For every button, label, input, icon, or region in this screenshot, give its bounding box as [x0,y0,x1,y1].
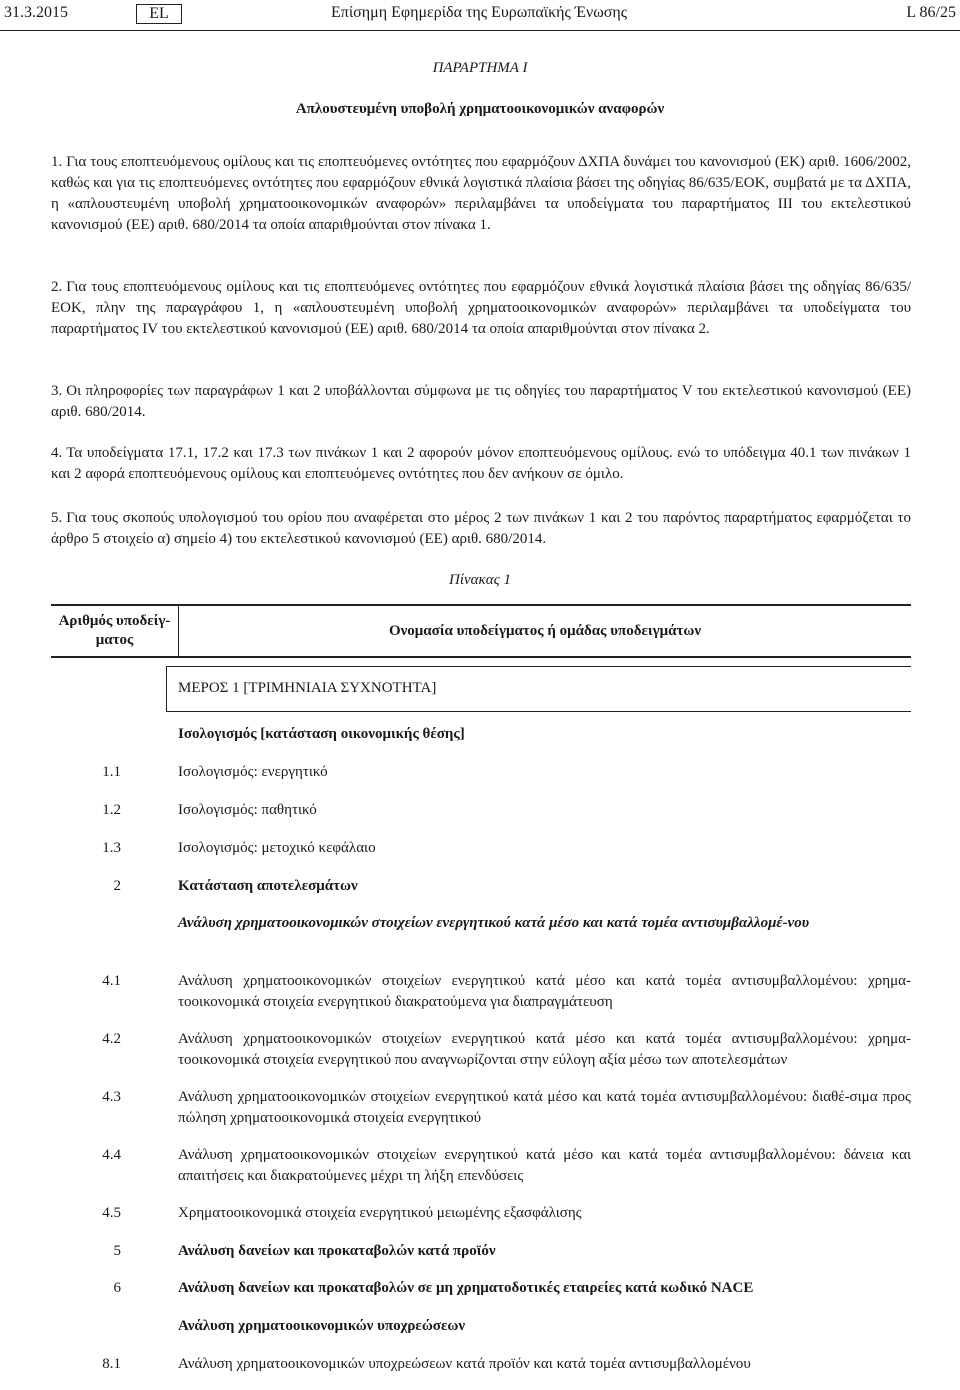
row-code: 8.1 [102,1356,121,1372]
row-code: 4.4 [102,1147,121,1163]
paragraph-1: 1. Για τους εποπτευόμενους ομίλους και τις εποπτευόμενες οντότητες που εφαρμόζουν ΔΧΠΑ δυνάμει του κανονισμού (ΕΚ) αριθ. 1606/2002, καθώς και για τις εποπτευόμενες οντότητες που εφαρμόζουν εθνικά λογιστικά πλαίσια βάσει της οδηγίας 86/635/ΕΟΚ, συμβατά με τα ΔΧΠΑ, η «απλουστευμένη υποβολή χρηματοοικονομικών αναφορών» περιλαμβάνει τα υποδείγματα του παραρτήματος III του εκτελεστικού κανονισμού (ΕΕ) αριθ. 680/2014 τα οποία απαριθμούνται στον πίνακα 1. [51,154,911,233]
row-code: 4.2 [102,1031,121,1047]
publication-date: 31.3.2015 [4,4,68,21]
table-header [51,604,911,658]
annex-title: ΠΑΡΑΡΤΗΜΑ I [432,60,528,76]
journal-title: Επίσημη Εφημερίδα της Ευρωπαϊκής Ένωσης [331,4,628,21]
page-header [0,0,960,31]
row-description: Ισολογισμός [κατάσταση οικονομικής θέσης] [178,726,465,742]
row-description: Ανάλυση χρηματοοικονομικών στοιχείων ενεργητικού κατά μέσο και κατά τομέα αντισυμβαλλομένου: χρημα-τοοικονομικά στοιχεία ενεργητικού διακρατούμενα για διαπραγμάτευση [178,973,911,1010]
row-code: 4.5 [102,1205,121,1221]
language-badge: EL [136,4,182,24]
part-heading-box [166,666,911,712]
row-description: Ανάλυση χρηματοοικονομικών στοιχείων ενεργητικού κατά μέσο και κατά τομέα αντισυμβαλλομέ-νου [178,915,810,931]
row-description: Χρηματοοικονομικά στοιχεία ενεργητικού μειωμένης εξασφάλισης [178,1205,582,1221]
column-header-template-number: Αριθμός υποδείγ-ματος [58,613,171,648]
row-code: 1.1 [102,764,121,780]
row-code: 1.3 [102,840,121,856]
paragraph-4: 4. Τα υποδείγματα 17.1, 17.2 και 17.3 των πινάκων 1 και 2 αφορούν μόνον εποπτευόμενους ομίλους. ενώ το υπόδειγμα 40.1 των πινάκων 1 και 2 αφορά εποπτευόμενους ομίλους και εποπτευόμενες οντότητες που δεν ανήκουν σε όμιλο. [51,445,911,482]
paragraph-3: 3. Οι πληροφορίες των παραγράφων 1 και 2 υποβάλλονται σύμφωνα με τις οδηγίες του παραρτήματος V του εκτελεστικού κανονισμού (ΕΕ) αριθ. 680/2014. [51,383,911,420]
row-description: Ισολογισμός: μετοχικό κεφάλαιο [178,840,376,856]
column-header-template-name: Ονομασία υποδείγματος ή ομάδας υποδειγμάτων [388,622,702,639]
row-description: Ισολογισμός: παθητικό [178,802,317,818]
row-description: Ανάλυση χρηματοοικονομικών υποχρεώσεων κατά προϊόν και κατά τομέα αντισυμβαλλομένου [178,1356,751,1372]
row-description: Ανάλυση χρηματοοικονομικών στοιχείων ενεργητικού κατά μέσο και κατά τομέα αντισυμβαλλομένου: διαθέ-σιμα προς πώληση χρηματοοικονομικά στοιχεία ενεργητικού [178,1089,911,1126]
annex-subtitle: Απλουστευμένη υποβολή χρηματοοικονομικών αναφορών [295,101,665,117]
row-description: Κατάσταση αποτελεσμάτων [178,878,358,894]
row-code: 5 [113,1243,121,1259]
row-code: 2 [113,878,121,894]
row-description: Ανάλυση χρηματοοικονομικών στοιχείων ενεργητικού κατά μέσο και κατά τομέα αντισυμβαλλομένου: χρημα-τοοικονομικά στοιχεία ενεργητικού που αναγνωρίζονται στην εύλογη αξία μέσω των αποτελεσμάτων [178,1031,911,1068]
paragraph-2: 2. Για τους εποπτευόμενους ομίλους και τις εποπτευόμενες οντότητες που εφαρμόζουν εθνικά λογιστικά πλαίσια βάσει της οδηγίας 86/635/ΕΟΚ, πλην της παραγράφου 1, η «απλουστευμένη υποβολή χρηματοοικονομικών αναφορών» περιλαμβάνει τα υποδείγματα του παραρτήματος IV του εκτελεστικού κανονισμού (ΕΕ) αριθ. 680/2014 τα οποία απαριθμούνται στον πίνακα 2. [51,279,911,337]
row-code: 4.1 [102,973,121,989]
row-description: Ισολογισμός: ενεργητικό [178,764,328,780]
row-description: Ανάλυση χρηματοοικονομικών υποχρεώσεων [178,1318,466,1334]
part-heading: ΜΕΡΟΣ 1 [ΤΡΙΜΗΝΙΑΙΑ ΣΥΧΝΟΤΗΤΑ] [178,680,437,696]
row-code: 1.2 [102,802,121,818]
page-number: L 86/25 [906,4,956,21]
row-code: 4.3 [102,1089,121,1105]
table-title: Πίνακας 1 [449,572,511,588]
row-description: Ανάλυση χρηματοοικονομικών στοιχείων ενεργητικού κατά μέσο και κατά τομέα αντισυμβαλλομένου: δάνεια και απαιτήσεις και διακρατούμενες μέχρι τη λήξη επενδύσεις [178,1147,911,1184]
row-code: 6 [113,1280,121,1296]
row-description: Ανάλυση δανείων και προκαταβολών σε μη χρηματοδοτικές εταιρείες κατά κωδικό NACE [178,1280,754,1296]
row-description: Ανάλυση δανείων και προκαταβολών κατά προϊόν [178,1243,496,1259]
paragraph-5: 5. Για τους σκοπούς υπολογισμού του ορίου που αναφέρεται στο μέρος 2 των πινάκων 1 και 2 του παρόντος παραρτήματος εφαρμόζεται το άρθρο 5 στοιχείο α) σημείο 4) του εκτελεστικού κανονισμού (ΕΕ) αριθ. 680/2014. [51,510,911,547]
